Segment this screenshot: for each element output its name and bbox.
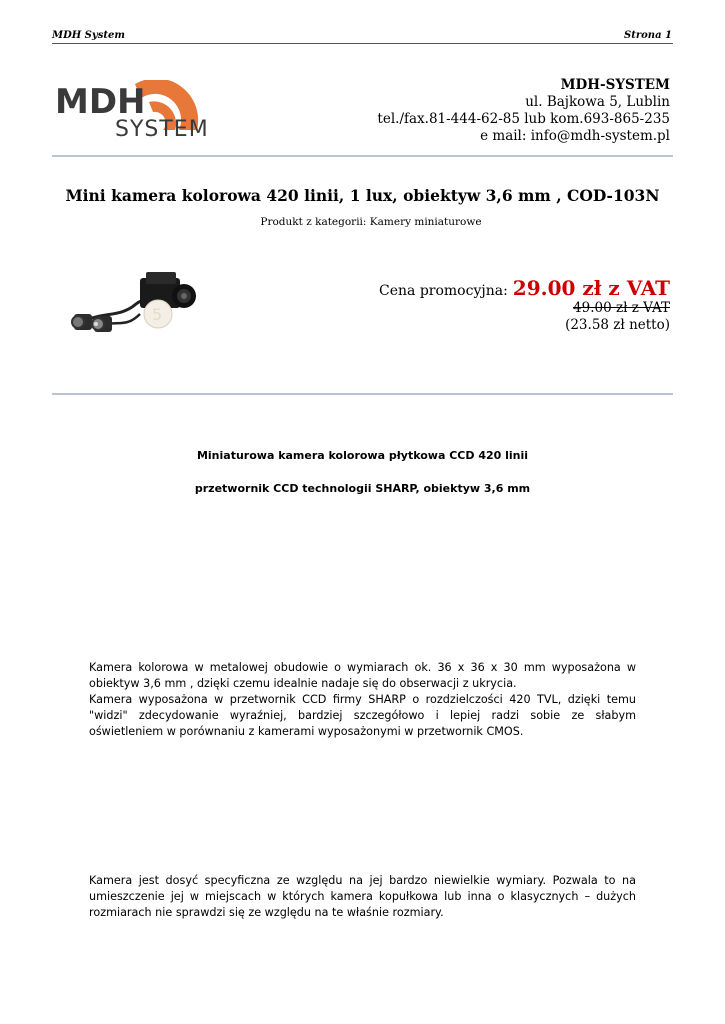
product-title: Mini kamera kolorowa 420 linii, 1 lux, obiektyw 3,6 mm , COD-103N <box>65 186 660 205</box>
logo-text-mdh: MDH <box>55 82 146 122</box>
price-box <box>379 276 670 334</box>
company-phone: tel./fax.81-444-62-85 lub kom.693-865-235 <box>377 111 670 127</box>
description-paragraph-1 <box>89 660 636 740</box>
description-paragraph-1b: Kamera wyposażona w przetwornik CCD firmy SHARP o rozdzielczości 420 TVL, dzięki temu "widzi" zdecydowanie wyraźniej, bardziej szczegółowo i lepiej radzi sobie ze słabym oświetleniem w porównaniu z kamerami wyposażonymi w przetwornik CMOS. <box>89 693 636 738</box>
header-page-number: Strona 1 <box>624 30 672 41</box>
header-divider <box>52 43 673 44</box>
description-paragraph-2: Kamera jest dosyć specyficzna ze względu na jej bardzo niewielkie wymiary. Pozwala to na umieszczenie jej w miejscach w których kamera kopułkowa lub inna o klasycznych – dużych rozmiarach nie sprawdzi się ze względu na te właśnie rozmiary. <box>89 874 636 919</box>
company-email: e mail: info@mdh-system.pl <box>480 128 670 144</box>
promo-price: 29.00 zł z VAT <box>512 276 670 300</box>
net-price: (23.58 zł netto) <box>565 317 670 333</box>
company-name: MDH-SYSTEM <box>560 77 670 93</box>
price-label: Cena promocyjna: <box>379 283 508 299</box>
description-paragraph-1a: Kamera kolorowa w metalowej obudowie o wymiarach ok. 36 x 36 x 30 mm wyposażona w obiektyw 3,6 mm , dzięki czemu idealnie nadaje się do obserwacji z ukrycia. <box>89 661 636 690</box>
product-category: Produkt z kategorii: Kamery miniaturowe <box>260 216 482 228</box>
header-left: MDH System <box>52 30 125 41</box>
section-divider-bottom <box>52 393 673 395</box>
company-info <box>377 77 670 145</box>
logo-text-system: SYSTEM <box>115 117 209 142</box>
company-address: ul. Bajkowa 5, Lublin <box>525 94 670 110</box>
old-price: 49.00 zł z VAT <box>573 300 670 316</box>
company-logo <box>55 80 255 142</box>
product-image <box>66 262 206 346</box>
section-divider-top <box>52 155 673 157</box>
description-heading-2: przetwornik CCD technologii SHARP, obiektyw 3,6 mm <box>194 482 531 495</box>
description-heading-1: Miniaturowa kamera kolorowa płytkowa CCD 420 linii <box>196 449 529 462</box>
svg-text:5: 5 <box>152 305 163 324</box>
